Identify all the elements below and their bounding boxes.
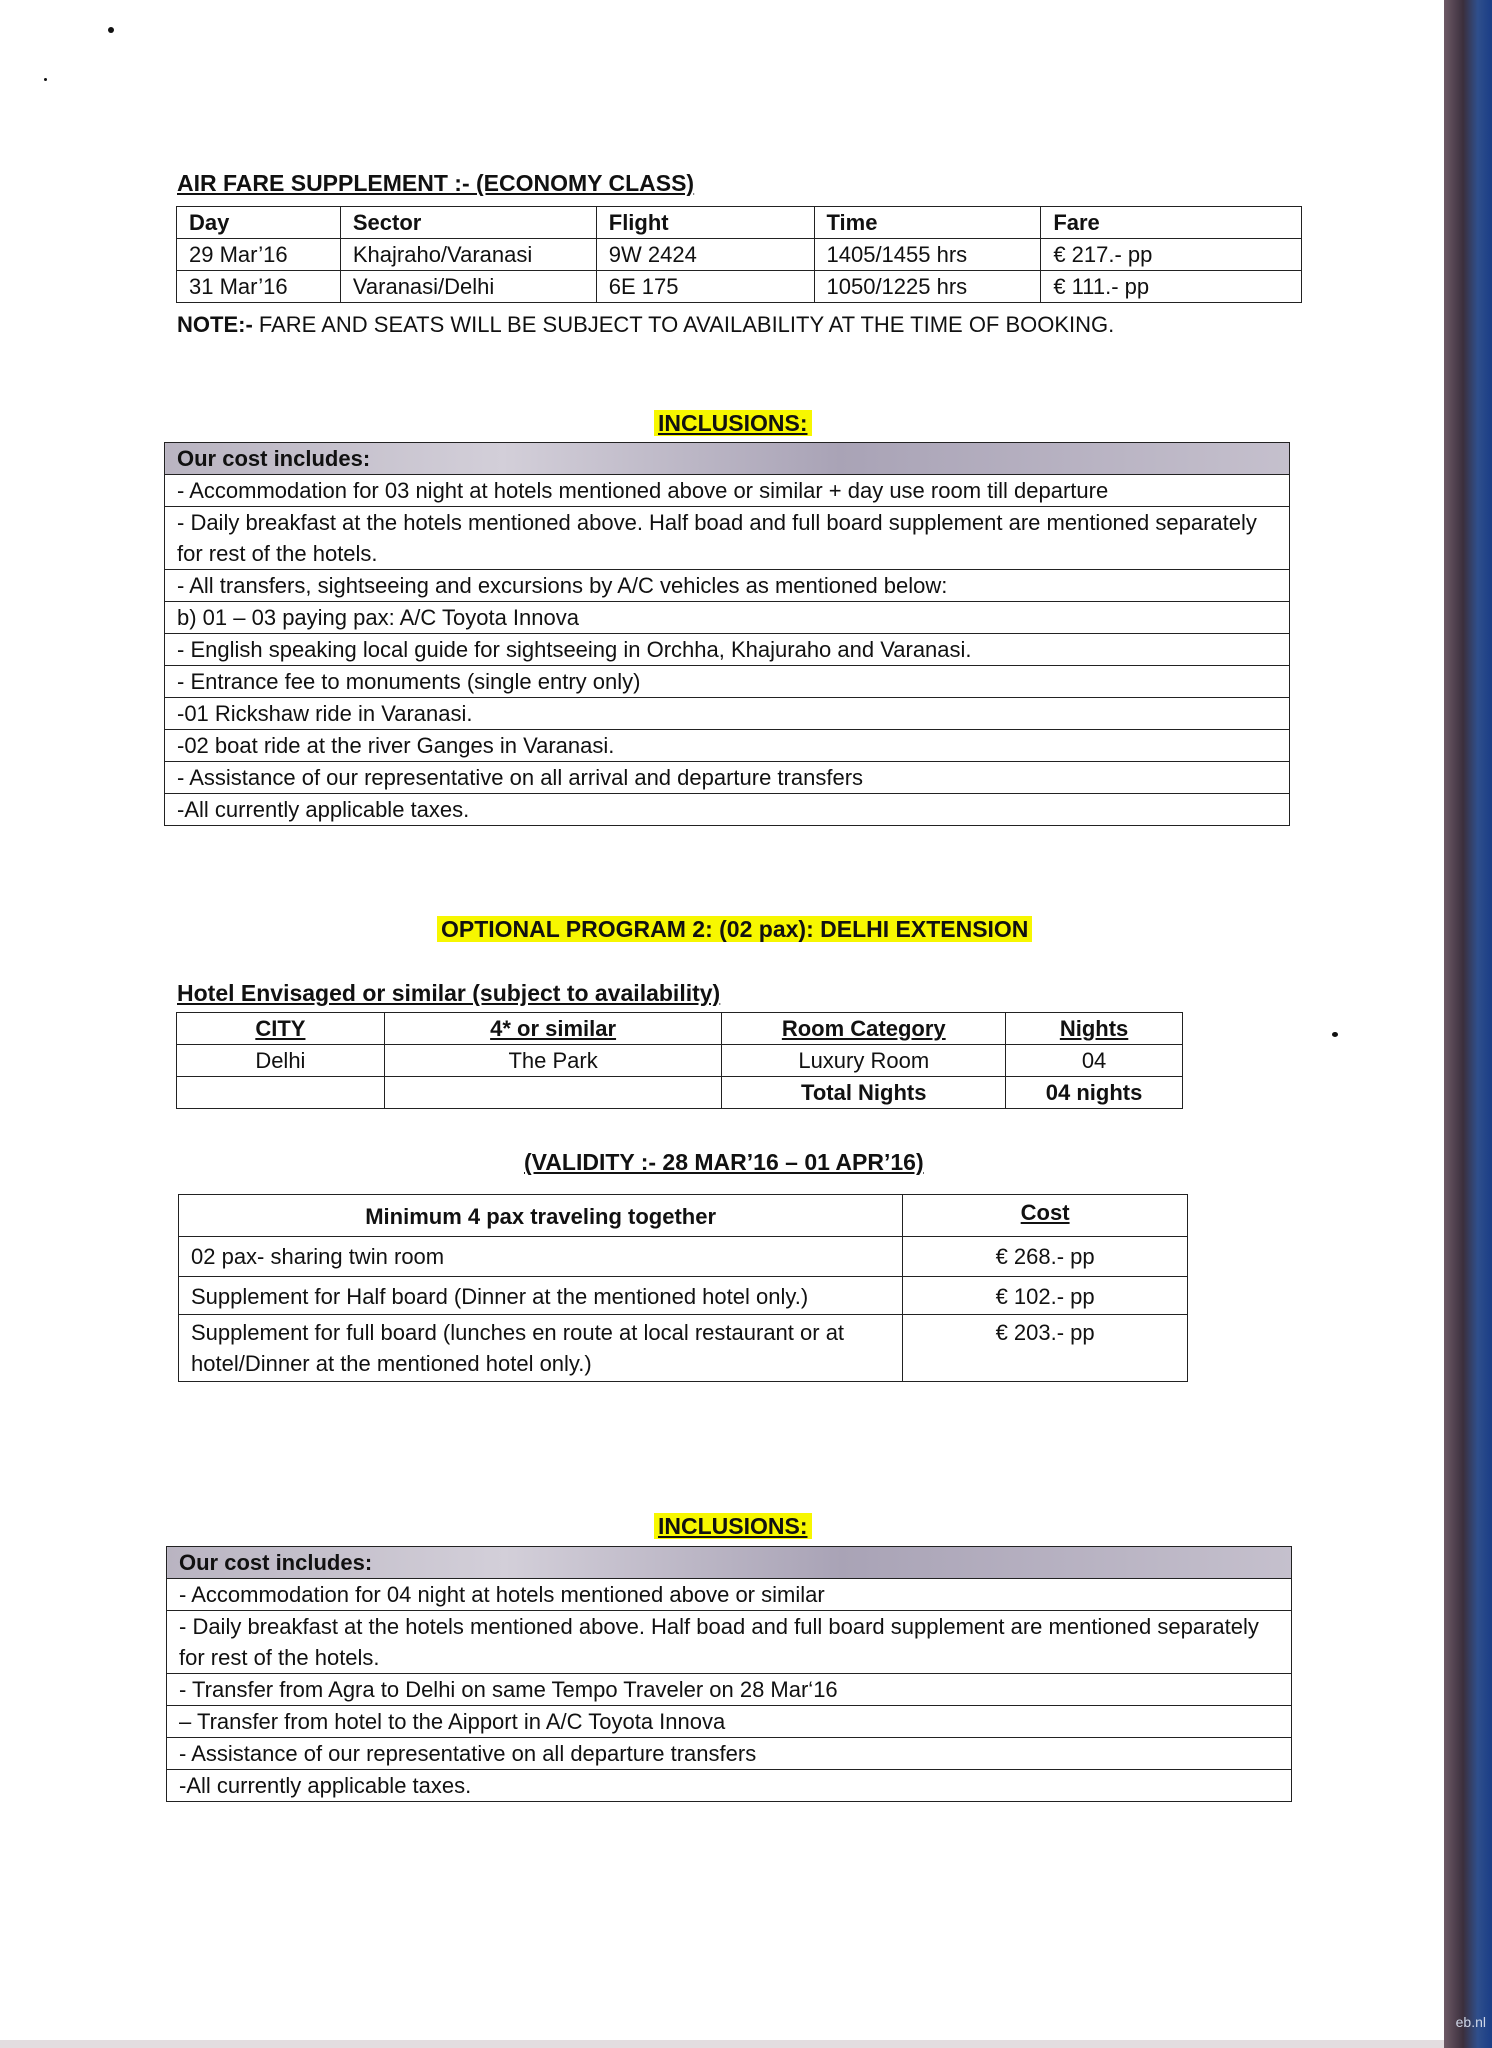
airfare-col-fare: Fare <box>1041 207 1302 239</box>
hotel-cell: Luxury Room <box>722 1045 1006 1077</box>
optional-title-text: OPTIONAL PROGRAM 2: (02 pax): DELHI EXTENSION <box>437 916 1032 942</box>
inclusion-item: – Transfer from hotel to the Aipport in A/C Toyota Innova <box>167 1706 1292 1738</box>
table-row <box>177 239 1302 271</box>
cost-cell: € 203.- pp <box>903 1315 1188 1382</box>
inclusions1-title-text: INCLUSIONS: <box>654 410 812 436</box>
list-item <box>165 698 1290 730</box>
cost-cell: Supplement for full board (lunches en route at local restaurant or at hotel/Dinner at the mentioned hotel only.) <box>179 1315 903 1382</box>
list-item <box>167 1738 1292 1770</box>
table-row <box>179 1315 1188 1382</box>
total-nights-label: Total Nights <box>722 1077 1006 1109</box>
airfare-col-day: Day <box>177 207 341 239</box>
inclusion-item: - Accommodation for 03 night at hotels mentioned above or similar + day use room till departure <box>165 475 1290 507</box>
airfare-cell: 31 Mar’16 <box>177 271 341 303</box>
airfare-note-label: NOTE:- <box>177 312 253 337</box>
hotel-table <box>176 1012 1183 1109</box>
scan-speck <box>1332 1032 1338 1037</box>
inclusion-item: - Transfer from Agra to Delhi on same Tempo Traveler on 28 Mar‘16 <box>167 1674 1292 1706</box>
scan-edge <box>1444 0 1492 2048</box>
airfare-cell: 29 Mar’16 <box>177 239 341 271</box>
inclusion-item: - Daily breakfast at the hotels mentioned above. Half boad and full board supplement are mentioned separately for rest of the hotels. <box>165 507 1290 570</box>
table-row <box>179 1237 1188 1277</box>
inclusion-item: - Accommodation for 04 night at hotels mentioned above or similar <box>167 1579 1292 1611</box>
cost-header-row <box>179 1195 1188 1237</box>
hotel-cell-empty <box>177 1077 385 1109</box>
inclusion-item: -02 boat ride at the river Ganges in Varanasi. <box>165 730 1290 762</box>
list-item <box>165 570 1290 602</box>
airfare-table <box>176 206 1302 303</box>
edge-watermark: eb.nl <box>1455 2014 1486 2030</box>
airfare-cell: 1405/1455 hrs <box>814 239 1041 271</box>
airfare-col-sector: Sector <box>340 207 596 239</box>
cost-col-cost: Cost <box>903 1195 1188 1237</box>
hotel-col-category: 4* or similar <box>384 1013 722 1045</box>
list-item <box>165 762 1290 794</box>
scan-speck <box>44 78 47 81</box>
scan-speck <box>108 27 114 33</box>
cost-col-description: Minimum 4 pax traveling together <box>179 1195 903 1237</box>
inclusion-item: - Daily breakfast at the hotels mentioned above. Half boad and full board supplement are mentioned separately for rest of the hotels. <box>167 1611 1292 1674</box>
inclusion-item: - All transfers, sightseeing and excursions by A/C vehicles as mentioned below: <box>165 570 1290 602</box>
hotel-header-row <box>177 1013 1183 1045</box>
airfare-note-text: FARE AND SEATS WILL BE SUBJECT TO AVAILABILITY AT THE TIME OF BOOKING. <box>252 312 1115 337</box>
airfare-cell: € 217.- pp <box>1041 239 1302 271</box>
cost-cell: € 102.- pp <box>903 1277 1188 1315</box>
hotel-cell: 04 <box>1006 1045 1183 1077</box>
list-item <box>165 475 1290 507</box>
hotel-cell: The Park <box>384 1045 722 1077</box>
inclusions1-header: Our cost includes: <box>165 443 1290 475</box>
inclusion-item: -01 Rickshaw ride in Varanasi. <box>165 698 1290 730</box>
scan-bottom-edge <box>0 2040 1444 2048</box>
inclusions2-header: Our cost includes: <box>167 1547 1292 1579</box>
table-row <box>177 1045 1183 1077</box>
airfare-cell: Varanasi/Delhi <box>340 271 596 303</box>
inclusion-item: b) 01 – 03 paying pax: A/C Toyota Innova <box>165 602 1290 634</box>
list-item <box>165 666 1290 698</box>
inclusions1-header-row <box>165 443 1290 475</box>
table-row-total <box>177 1077 1183 1109</box>
table-row <box>179 1277 1188 1315</box>
hotel-envisaged-title: Hotel Envisaged or similar (subject to availability) <box>177 980 721 1006</box>
table-row <box>177 271 1302 303</box>
inclusions1-title <box>654 410 812 437</box>
inclusions1-table <box>164 442 1290 826</box>
inclusion-item: - English speaking local guide for sightseeing in Orchha, Khajuraho and Varanasi. <box>165 634 1290 666</box>
validity-title: (VALIDITY :- 28 MAR’16 – 01 APR’16) <box>524 1149 924 1175</box>
list-item <box>165 634 1290 666</box>
cost-cell: Supplement for Half board (Dinner at the mentioned hotel only.) <box>179 1277 903 1315</box>
airfare-col-flight: Flight <box>596 207 814 239</box>
airfare-cell: € 111.- pp <box>1041 271 1302 303</box>
list-item <box>167 1579 1292 1611</box>
list-item <box>165 507 1290 570</box>
inclusions2-title-text: INCLUSIONS: <box>654 1513 812 1539</box>
cost-cell: € 268.- pp <box>903 1237 1188 1277</box>
airfare-cell: 9W 2424 <box>596 239 814 271</box>
airfare-title: AIR FARE SUPPLEMENT :- (ECONOMY CLASS) <box>177 170 695 196</box>
list-item <box>165 602 1290 634</box>
inclusion-item: -All currently applicable taxes. <box>167 1770 1292 1802</box>
airfare-cell: Khajraho/Varanasi <box>340 239 596 271</box>
hotel-col-room: Room Category <box>722 1013 1006 1045</box>
inclusion-item: - Assistance of our representative on all arrival and departure transfers <box>165 762 1290 794</box>
inclusions2-title <box>654 1513 812 1540</box>
optional-title <box>437 916 1032 943</box>
inclusions2-table <box>166 1546 1292 1802</box>
cost-cell: 02 pax- sharing twin room <box>179 1237 903 1277</box>
list-item <box>167 1611 1292 1674</box>
airfare-header-row <box>177 207 1302 239</box>
airfare-cell: 6E 175 <box>596 271 814 303</box>
list-item <box>167 1674 1292 1706</box>
list-item <box>167 1706 1292 1738</box>
list-item <box>165 730 1290 762</box>
hotel-cell: Delhi <box>177 1045 385 1077</box>
hotel-col-city: CITY <box>177 1013 385 1045</box>
airfare-note <box>177 312 1114 338</box>
cost-table <box>178 1194 1188 1382</box>
inclusion-item: - Entrance fee to monuments (single entry only) <box>165 666 1290 698</box>
hotel-col-nights: Nights <box>1006 1013 1183 1045</box>
total-nights-value: 04 nights <box>1006 1077 1183 1109</box>
hotel-cell-empty <box>384 1077 722 1109</box>
inclusions2-header-row <box>167 1547 1292 1579</box>
list-item <box>165 794 1290 826</box>
inclusion-item: - Assistance of our representative on all departure transfers <box>167 1738 1292 1770</box>
airfare-col-time: Time <box>814 207 1041 239</box>
airfare-cell: 1050/1225 hrs <box>814 271 1041 303</box>
list-item <box>167 1770 1292 1802</box>
inclusion-item: -All currently applicable taxes. <box>165 794 1290 826</box>
